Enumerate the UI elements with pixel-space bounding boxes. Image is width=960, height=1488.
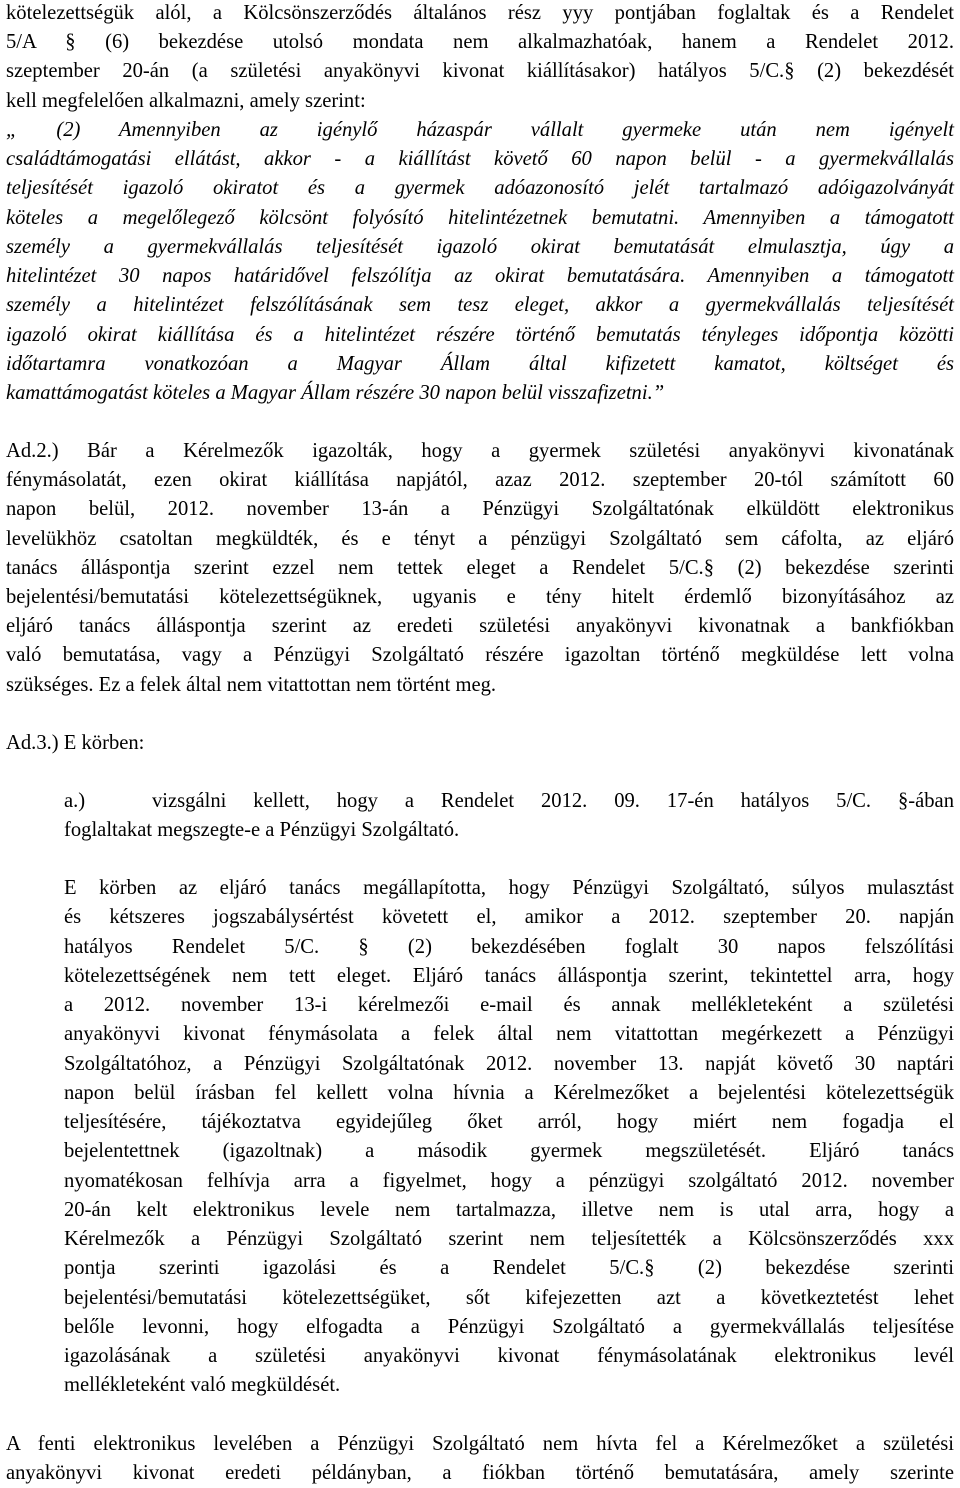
quote-line: személy a gyermekvállalás teljesítését igazoló okirat bemutatását elmulasztja, úgy a [6, 236, 954, 258]
paragraph-line: eljáró tanács álláspontja szerint az eredeti születési anyakönyvi kivonatnak a bankfiókban [6, 615, 954, 637]
paragraph-line: pontja szerinti igazolási és a Rendelet 5/C.§ (2) bekezdése szerinti [64, 1257, 954, 1279]
paragraph-line: napon belül, 2012. november 13-án a Pénzügyi Szolgáltatónak elküldött elektronikus [6, 498, 954, 520]
quote-line [6, 203, 954, 233]
paragraph-line: kell megfelelően alkalmazni, amely szerint: [6, 90, 366, 112]
paragraph-line: fénymásolatát, ezen okirat kiállítása napjától, azaz 2012. szeptember 20-tól számított 60 [6, 469, 954, 491]
paragraph-line: belőle levonni, hogy elfogadta a Pénzügyi Szolgáltató a gyermekvállalás teljesítése [64, 1316, 954, 1338]
paragraph-line: anyakönyvi kivonat fénymásolata a felek által nem vitattottan megérkezett a Pénzügyi [64, 1023, 954, 1045]
paragraph-line: nyomatékosan felhívja arra a figyelmet, hogy a pénzügyi szolgáltató 2012. november [64, 1170, 954, 1192]
paragraph-line: mellékleteként való megküldését. [64, 1374, 341, 1396]
paragraph-line: szeptember 20-án (a születési anyakönyvi kivonat kiállításakor) hatályos 5/C.§ (2) bekezdését [6, 60, 954, 82]
quote-text-italic: hitelintézet 30 napos határidővel felszólítja az okirat bemutatására. [6, 265, 686, 287]
paragraph-line: A fenti elektronikus levelében a Pénzügyi Szolgáltató nem hívta fel a Kérelmezőket a születési [6, 1433, 954, 1455]
quote-line: kamattámogatást köteles a Magyar Állam részére 30 napon belül visszafizetni.” [6, 382, 665, 404]
quote-text-italic: Amennyiben a támogatott [685, 265, 954, 287]
quote-line: családtámogatási ellátást, akkor - a kiállítást követő 60 napon belül - a gyermekvállalás [6, 148, 954, 170]
paragraph-line: és kétszeres jogszabálysértést követett el, amikor a 2012. szeptember 20. napján [64, 906, 954, 928]
paragraph-line: hatályos Rendelet 5/C. § (2) bekezdésében foglalt 30 napos felszólítási [64, 936, 954, 958]
paragraph-line: bejelentési/bemutatási kötelezettségüket, sőt kifejezetten azt a következtetést lehet [64, 1287, 954, 1309]
paragraph-line: igazolásának a születési anyakönyvi kivonat fénymásolatának elektronikus levél [64, 1345, 954, 1367]
quote-line: teljesítését igazoló okiratot és a gyermek adóazonosító jelét tartalmazó adóigazolványát [6, 177, 954, 199]
list-item-label: a.) [64, 790, 86, 812]
quote-text-italic: Amennyiben a támogatott [679, 207, 954, 229]
list-item [64, 786, 954, 816]
paragraph-line: 20-án kelt elektronikus levele nem tartalmazza, illetve nem is utal arra, hogy a [64, 1199, 954, 1221]
paragraph-line: napon belül írásban fel kellett volna hívnia a Kérelmezőket a bejelentési kötelezettségük [64, 1082, 954, 1104]
paragraph-line: Szolgáltatóhoz, a Pénzügyi Szolgáltatónak 2012. november 13. napját követő 30 naptári [64, 1053, 954, 1075]
quote-text-italic: köteles a megelőlegező kölcsönt folyósító hitelintézetnek bemutatni. [6, 207, 680, 229]
paragraph-line: való bemutatása, vagy a Pénzügyi Szolgáltató részére igazoltan történő megküldése lett volna [6, 644, 954, 666]
paragraph-line: kötelezettségük alól, a Kölcsönszerződés általános rész yyy pontjában foglaltak és a Rendelet [6, 2, 954, 24]
quote-line: személy a hitelintézet felszólításának sem tesz eleget, akkor a gyermekvállalás teljesítését [6, 294, 954, 316]
section-heading: Ad.3.) E körben: [6, 732, 145, 754]
quote-line: igazoló okirat kiállítása és a hitelintézet részére történő bemutatás tényleges időpontja közötti [6, 324, 954, 346]
quote-line: „ (2) Amennyiben az igénylő házaspár vállalt gyermeke után nem igényelt [6, 119, 954, 141]
quote-line [6, 261, 954, 291]
list-item-continuation: foglaltakat megszegte-e a Pénzügyi Szolgáltató. [64, 819, 460, 841]
list-item-text: vizsgálni kellett, hogy a Rendelet 2012. 09. 17-én hatályos 5/C. §-ában [152, 790, 954, 812]
quote-line: időtartamra vonatkozóan a Magyar Állam által kifizetett kamatot, költséget és [6, 353, 954, 375]
paragraph-line: teljesítésére, tájékoztatva egyidejűleg őket arról, hogy miért nem fogadja el [64, 1111, 954, 1133]
paragraph-line: bejelentési/bemutatási kötelezettségüknek, ugyanis e tény hitelt érdemlő bizonyításához az [6, 586, 954, 608]
paragraph-line: E körben az eljáró tanács megállapította, hogy Pénzügyi Szolgáltató, súlyos mulasztást [64, 877, 954, 899]
paragraph-line: Ad.2.) Bár a Kérelmezők igazolták, hogy a gyermek születési anyakönyvi kivonatának [6, 440, 954, 462]
paragraph-line: 5/A § (6) bekezdése utolsó mondata nem alkalmazhatóak, hanem a Rendelet 2012. [6, 31, 954, 53]
paragraph-line: kötelezettségének nem tett eleget. Eljáró tanács álláspontja szerint, tekintettel arra, hogy [64, 965, 954, 987]
paragraph-line: levelükhöz csatoltan megküldték, és e tényt a pénzügyi Szolgáltató sem cáfolta, az eljáró [6, 528, 954, 550]
paragraph-line: tanács álláspontja szerint ezzel nem tettek eleget a Rendelet 5/C.§ (2) bekezdése szerinti [6, 557, 954, 579]
paragraph-line: anyakönyvi kivonat eredeti példányban, a fiókban történő bemutatására, amely szerinte [6, 1462, 954, 1484]
paragraph-line: Kérelmezők a Pénzügyi Szolgáltató szerint nem teljesítették a Kölcsönszerződés xxx [64, 1228, 954, 1250]
paragraph-line: a 2012. november 13-i kérelmezői e-mail és annak mellékleteként a születési [64, 994, 954, 1016]
paragraph-line: szükséges. Ez a felek által nem vitattottan nem történt meg. [6, 674, 497, 696]
paragraph-line: bejelentettnek (igazoltnak) a második gyermek megszületését. Eljáró tanács [64, 1140, 954, 1162]
